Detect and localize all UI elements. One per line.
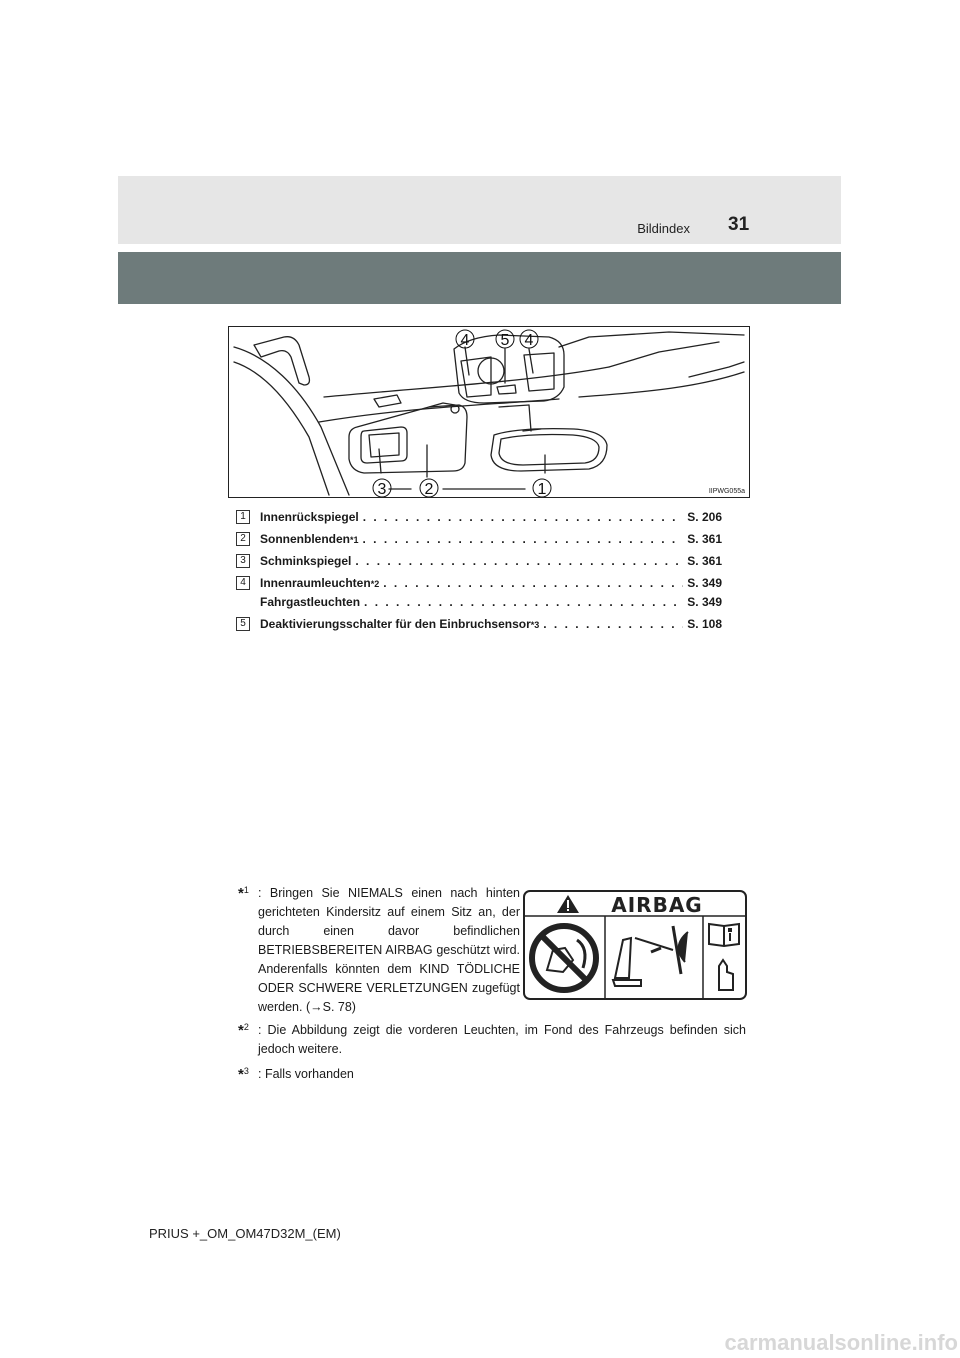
legend-line xyxy=(260,554,722,568)
callout-5: 5 xyxy=(500,332,510,349)
legend-number-box: 4 xyxy=(236,576,250,590)
page-reference-link[interactable]: S. 361 xyxy=(687,532,722,546)
figure-code: IIPWG055a xyxy=(708,488,745,495)
leader-dots xyxy=(355,554,683,568)
legend-number-box: 3 xyxy=(236,554,250,568)
legend-line: Sonnenblenden *1 . . . S. 361 xyxy=(260,532,722,546)
legend-number-box: 5 xyxy=(236,617,250,631)
legend-item xyxy=(236,615,722,637)
footnote-mark: *$^3$ xyxy=(238,1065,249,1083)
interior-illustration xyxy=(229,327,749,497)
legend-item xyxy=(236,552,722,574)
interior-figure xyxy=(228,326,750,498)
page-reference-link[interactable]: S. 361 xyxy=(687,554,722,568)
watermark: carmanualsonline.info xyxy=(724,1330,958,1355)
document-code: PRIUS +_OM_OM47D32M_(EM) xyxy=(149,1226,341,1241)
legend-line: Innenraumleuchten *2 . . . S. 349 xyxy=(260,576,722,590)
legend-text: Innenrückspiegel xyxy=(260,510,359,524)
callout-1: 1 xyxy=(537,481,547,497)
legend-line xyxy=(260,595,722,609)
page-reference-link[interactable]: S. 349 xyxy=(687,576,722,590)
footnote-text: : Bringen Sie NIEMALS einen nach hinten gerichteten Kindersitz auf einem Sitz an, der durch einen davor befindlichen BETRIEBSBEREITEN AIRBAG geschützt wird. Anderenfalls könnten dem KIND TÖDLICHE ODER SCHWERE VERLETZUNGEN zugefügt werden. (→S. 78) xyxy=(258,886,520,1014)
legend-text: Innenraumleuchten xyxy=(260,576,371,590)
airbag-warning-label xyxy=(523,890,747,1000)
legend-text: Schminkspiegel xyxy=(260,554,352,568)
legend-list xyxy=(236,508,722,637)
footnote-text: : Falls vorhanden xyxy=(258,1067,354,1081)
legend-number-box: 1 xyxy=(236,510,250,524)
footnote-1 xyxy=(238,884,520,1017)
leader-dots xyxy=(364,595,683,609)
legend-line: Deaktivierungsschalter für den Einbruchsensor *3 . . . S. 108 xyxy=(260,617,722,631)
legend-line xyxy=(260,510,722,524)
legend-item xyxy=(236,530,722,552)
footnote-text: : Die Abbildung zeigt die vorderen Leuchten, im Fond des Fahrzeugs befinden sich jedoch weitere. xyxy=(258,1023,746,1056)
legend-item xyxy=(236,508,722,530)
page-reference-link[interactable]: S. 108 xyxy=(687,617,722,631)
legend-text: Fahrgastleuchten xyxy=(260,595,361,609)
callout-4b: 4 xyxy=(524,332,534,349)
airbag-title: AIRBAG xyxy=(611,893,703,917)
page-number: 31 xyxy=(728,214,750,235)
leader-dots xyxy=(383,576,683,590)
page-reference-link[interactable]: S. 206 xyxy=(687,510,722,524)
leader-dots xyxy=(363,510,684,524)
callout-4a: 4 xyxy=(460,332,470,349)
footnote-2 xyxy=(238,1021,746,1059)
leader-dots xyxy=(363,532,684,546)
section-bar xyxy=(118,252,841,304)
legend-number-box: 2 xyxy=(236,532,250,546)
callout-3: 3 xyxy=(377,481,387,497)
callout-2: 2 xyxy=(424,481,434,497)
section-title: Bildindex xyxy=(637,221,690,236)
legend-text: Deaktivierungsschalter für den Einbruchsensor xyxy=(260,617,531,631)
footnote-mark: *$^2$ xyxy=(238,1021,249,1039)
legend-text: Sonnenblenden xyxy=(260,532,350,546)
footnote-3 xyxy=(238,1065,746,1084)
footnote-mark: *$^1$ xyxy=(238,884,249,902)
legend-item xyxy=(236,593,722,615)
page-reference-link[interactable]: S. 349 xyxy=(687,595,722,609)
leader-dots xyxy=(543,617,683,631)
